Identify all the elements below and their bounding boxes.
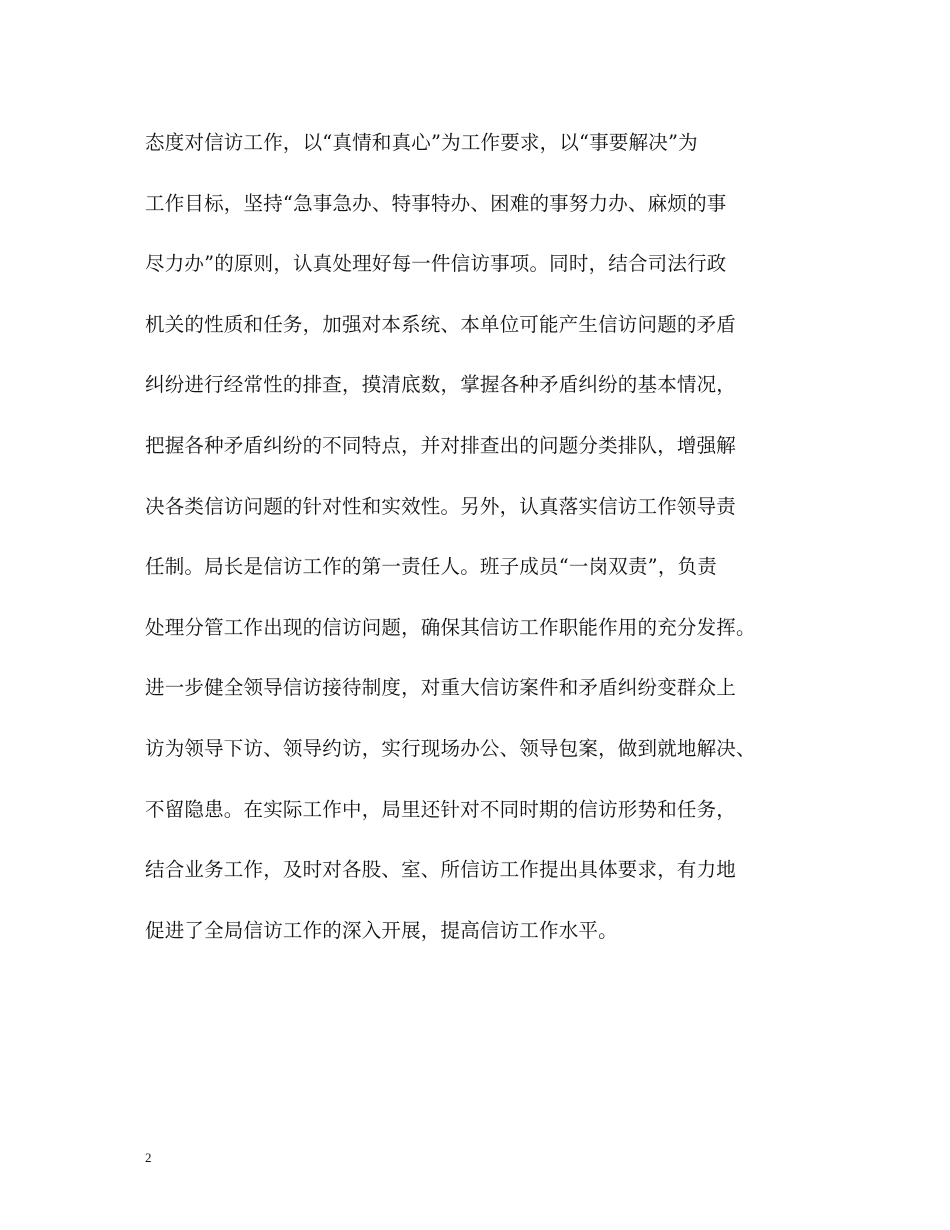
text-line-2: 工作目标，坚持“急事急办、特事特办、困难的事努力办、麻烦的事 (145, 191, 727, 215)
text-line-1: 态度对信访工作，以“真情和真心”为工作要求，以“事要解决”为 (145, 131, 698, 154)
text-line-9: 处理分管工作出现的信访问题，确保其信访工作职能作用的充分发挥。 (145, 615, 756, 639)
text-line-12: 不留隐患。在实际工作中，局里还针对不同时期的信访形势和任务， (145, 797, 737, 821)
page-number: 2 (145, 1150, 152, 1165)
text-line-14: 促进了全局信访工作的深入开展，提高信访工作水平。 (145, 918, 618, 942)
text-line-7: 决各类信访问题的针对性和实效性。另外，认真落实信访工作领导责 (145, 494, 737, 518)
text-line-4: 机关的性质和任务，加强对本系统、本单位可能产生信访问题的矛盾 (145, 312, 737, 336)
text-line-6: 把握各种矛盾纠纷的不同特点，并对排查出的问题分类排队，增强解 (145, 433, 737, 457)
text-line-10: 进一步健全领导信访接待制度，对重大信访案件和矛盾纠纷变群众上 (145, 676, 737, 700)
text-line-13: 结合业务工作，及时对各股、室、所信访工作提出具体要求，有力地 (145, 858, 737, 882)
text-line-3: 尽力办”的原则，认真处理好每一件信访事项。同时，结合司法行政 (145, 252, 727, 276)
body-text (145, 125, 825, 973)
text-line-8: 任制。局长是信访工作的第一责任人。班子成员“一岗双责”，负责 (145, 555, 717, 579)
text-line-11: 访为领导下访、领导约访，实行现场办公、领导包案，做到就地解决、 (145, 736, 756, 760)
text-line-5: 纠纷进行经常性的排查，摸清底数，掌握各种矛盾纠纷的基本情况， (145, 373, 737, 397)
